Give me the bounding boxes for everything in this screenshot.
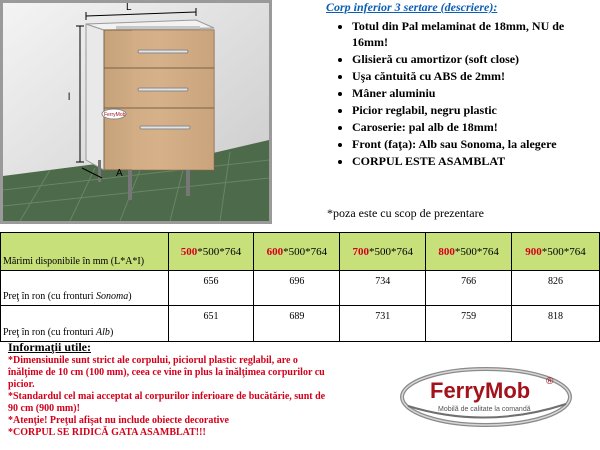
table-header-row — [1, 233, 600, 271]
size-width: 500 — [180, 245, 198, 258]
size-rest: *500*764 — [368, 245, 413, 258]
price-cell: 731 — [340, 306, 426, 342]
size-cell — [512, 233, 600, 271]
logo-graphic — [398, 366, 578, 428]
size-width: 600 — [266, 245, 284, 258]
sizes-header-label: Mărimi disponibile în mm (L*A*I) — [1, 233, 169, 271]
ferrymob-logo — [398, 366, 578, 428]
feature-list — [318, 18, 592, 170]
info-line: 90 cm (900 mm)! — [8, 403, 80, 414]
info-line: *Standardul cel mai acceptat al corpurilor inferioare de bucătărie, sunt de — [8, 391, 326, 402]
size-rest: *500*764 — [197, 245, 242, 258]
logo-tagline: Mobilă de calitate la comandă — [438, 406, 531, 413]
cabinet-illustration — [0, 0, 272, 224]
price-cell: 734 — [340, 271, 426, 306]
info-title: Informaţii utile: — [8, 340, 91, 354]
feature-item: • Caroserie: pal alb de 18mm! — [352, 119, 592, 135]
price-cell: 656 — [168, 271, 254, 306]
feature-item: • Uşa căntuită cu ABS de 2mm! — [352, 68, 592, 84]
row-label-alb: Preţ în ron (cu fronturi Alb) — [1, 306, 169, 342]
price-table — [0, 232, 600, 342]
info-section — [8, 340, 360, 439]
logo-name: FerryMob — [430, 378, 531, 403]
feature-item: • Mâner aluminiu — [352, 85, 592, 101]
size-width: 700 — [352, 245, 369, 258]
finish-name: Alb — [96, 327, 110, 338]
size-rest: *500*764 — [454, 245, 499, 258]
description-title: Corp inferior 3 sertare (descriere): — [326, 0, 498, 14]
size-rest: *500*764 — [283, 245, 328, 258]
price-cell: 651 — [168, 306, 254, 342]
info-line: *Atenţie! Preţul afişat nu include obiecte decorative — [8, 415, 229, 426]
presentation-note: *poza este cu scop de prezentare — [327, 206, 484, 220]
price-cell: 826 — [512, 271, 600, 306]
row-label-sonoma: Preţ în ron (cu fronturi Sonoma) — [1, 271, 169, 306]
size-cell — [426, 233, 512, 271]
table-row-sonoma — [1, 271, 600, 306]
dim-depth-label: A — [116, 168, 123, 179]
feature-item: • Totul din Pal melaminat de 18mm, NU de 16mm! — [352, 18, 592, 50]
feature-item: • Front (faţa): Alb sau Sonoma, la alegere — [352, 136, 592, 152]
product-photo — [0, 0, 272, 224]
price-cell: 759 — [426, 306, 512, 342]
info-line: *CORPUL SE RIDICĂ GATA ASAMBLAT!!! — [8, 427, 206, 438]
size-cell — [340, 233, 426, 271]
finish-name: Sonoma — [96, 291, 129, 302]
info-line: *Dimensiunile sunt strict ale corpului, piciorul plastic reglabil, are o — [8, 355, 298, 366]
info-line: picior. — [8, 379, 35, 390]
size-width: 900 — [525, 245, 542, 258]
size-cell — [168, 233, 254, 271]
description-panel — [318, 0, 600, 230]
brand-tag: FerryMob — [104, 112, 126, 118]
dim-height-label: l — [68, 92, 71, 103]
price-cell: 766 — [426, 271, 512, 306]
price-cell: 818 — [512, 306, 600, 342]
feature-item: • CORPUL ESTE ASAMBLAT — [352, 153, 592, 169]
feature-item: • Picior reglabil, negru plastic — [352, 102, 592, 118]
table-row-alb — [1, 306, 600, 342]
price-cell: 696 — [254, 271, 340, 306]
size-width: 800 — [438, 245, 455, 258]
size-rest: *500*764 — [541, 245, 586, 258]
feature-item: • Glisieră cu amortizor (soft close) — [352, 51, 592, 67]
price-cell: 689 — [254, 306, 340, 342]
dim-length-label: L — [126, 2, 132, 13]
info-line: înălţime de 10 cm (100 mm), ceea ce vine în plus la înălţimea corpurilor cu — [8, 367, 325, 378]
logo-registered: ® — [546, 376, 554, 387]
size-cell — [254, 233, 340, 271]
